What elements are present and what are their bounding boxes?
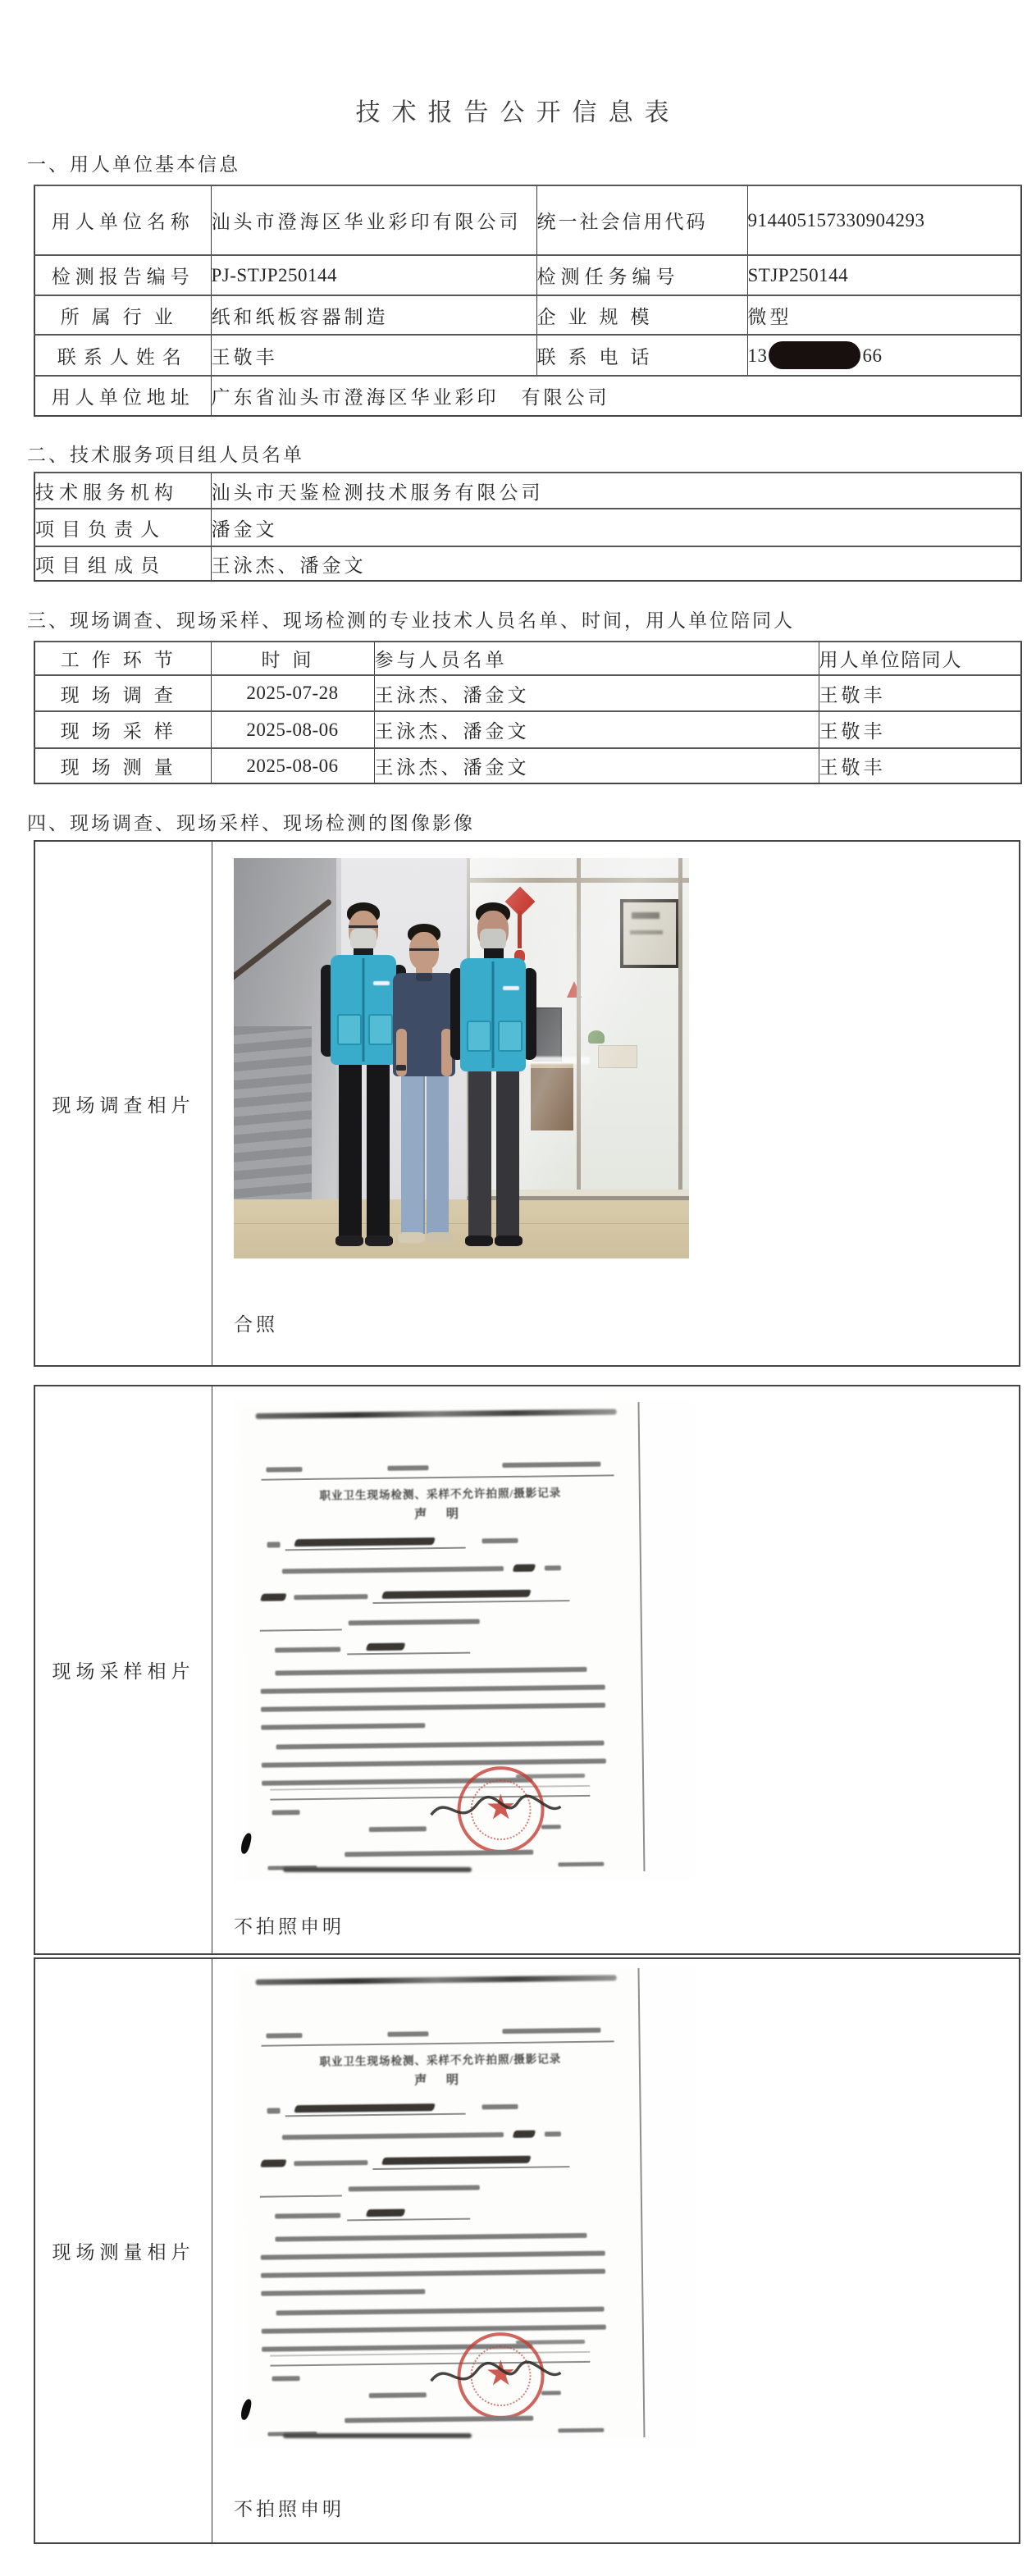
table-row (34, 546, 1021, 581)
accompanying-person: 王敬丰 (819, 711, 1021, 748)
accompanying-person: 王敬丰 (819, 675, 1021, 711)
stairs (234, 1026, 312, 1203)
work-step: 现场测量 (60, 757, 185, 778)
field-label: 项目组成员 (35, 555, 167, 576)
wrist-watch (396, 1065, 406, 1071)
no-photo-declaration-photo (234, 1966, 695, 2448)
scan-smudge (283, 1867, 472, 1872)
scan-smudge (256, 1409, 617, 1418)
photo-row-sampling (34, 1385, 1020, 1955)
enterprise-scale-value: 微型 (747, 295, 1021, 335)
employer-name-value: 汕头市澄海区华业彩印有限公司 (211, 185, 536, 255)
scan-smudge (283, 2433, 472, 2438)
cyan-vest (460, 958, 526, 1071)
work-step: 现场采样 (60, 721, 185, 742)
work-date: 2025-08-06 (211, 711, 374, 748)
field-label: 检测任务编号 (536, 267, 680, 287)
field-label: 统一社会信用代码 (536, 212, 708, 232)
participants: 王泳杰、潘金文 (374, 748, 819, 783)
field-label: 所属行业 (60, 306, 185, 327)
table-row (34, 711, 1021, 748)
photo-row-label: 现场采样相片 (52, 1661, 195, 1682)
field-label: 检测报告编号 (51, 267, 194, 287)
doc-photo-subtitle: 声 明 (414, 1507, 468, 1522)
signature-scribble (426, 2354, 566, 2397)
participants: 王泳杰、潘金文 (374, 711, 819, 748)
column-header: 时间 (261, 650, 324, 670)
group-photo (234, 858, 689, 1258)
photo-row-label: 现场测量相片 (52, 2242, 195, 2263)
face-mask (480, 929, 506, 950)
table-row (34, 295, 1021, 335)
section2-heading: 二、技术服务项目组人员名单 (27, 445, 304, 465)
photo-caption: 不拍照申明 (234, 1916, 345, 1937)
contact-phone-value: 13 66 (747, 335, 1021, 376)
doc-photo-title: 职业卫生现场检测、采样不允许拍照/摄影记录 (319, 2053, 562, 2068)
service-team-table (34, 472, 1022, 582)
work-date: 2025-07-28 (211, 675, 374, 711)
field-label: 用人单位名称 (51, 212, 194, 232)
site-work-schedule-table (34, 641, 1022, 784)
table-row (34, 376, 1021, 416)
employer-basic-info-table (34, 185, 1022, 417)
work-date: 2025-08-06 (211, 748, 374, 783)
employer-address-value: 广东省汕头市澄海区华业彩印 有限公司 (211, 376, 1021, 416)
column-header: 参与人员名单 (374, 642, 819, 675)
declaration-document-page (241, 1402, 646, 1876)
table-row (34, 473, 1021, 509)
phone-redaction-box (769, 341, 860, 369)
table-row (34, 509, 1021, 546)
face-mask (350, 929, 377, 950)
declaration-document-page (241, 1968, 646, 2442)
photo-caption: 不拍照申明 (234, 2499, 345, 2519)
section3-heading: 三、现场调查、现场采样、现场检测的专业技术人员名单、时间，用人单位陪同人 (27, 610, 795, 631)
field-label: 联系人姓名 (57, 346, 189, 368)
table-header-row (34, 642, 1021, 675)
industry-value: 纸和纸板容器制造 (211, 295, 536, 335)
work-step: 现场调查 (60, 684, 185, 706)
photo-row-measurement (34, 1957, 1020, 2544)
field-label: 技术服务机构 (35, 482, 178, 503)
inspector-right (443, 902, 543, 1250)
section4-heading: 四、现场调查、现场采样、现场检测的图像影像 (27, 813, 475, 834)
field-label: 联系电话 (536, 346, 662, 368)
scan-smudge (256, 1975, 617, 1985)
field-label: 项目负责人 (35, 518, 167, 540)
page-title: 技术报告公开信息表 (355, 99, 681, 126)
field-label: 用人单位地址 (51, 387, 194, 408)
field-label: 企业规模 (536, 306, 662, 327)
project-members-value: 王泳杰、潘金文 (211, 546, 1021, 581)
doc-photo-title: 职业卫生现场检测、采样不允许拍照/摄影记录 (319, 1487, 562, 1502)
credit-code-value: 914405157330904293 (747, 185, 1021, 255)
section1-heading: 一、用人单位基本信息 (27, 154, 240, 175)
photo-row-label: 现场调查相片 (52, 1094, 195, 1116)
column-header: 用人单位陪同人 (819, 642, 1021, 675)
column-header: 工作环节 (60, 650, 185, 670)
photo-caption: 合照 (234, 1314, 278, 1335)
table-row (34, 335, 1021, 376)
doc-photo-subtitle: 声 明 (414, 2073, 468, 2088)
project-leader-value: 潘金文 (211, 509, 1021, 546)
table-row (34, 748, 1021, 783)
participants: 王泳杰、潘金文 (374, 675, 819, 711)
accompanying-person: 王敬丰 (819, 748, 1021, 783)
task-no-value: STJP250144 (747, 255, 1021, 295)
service-org-value: 汕头市天鉴检测技术服务有限公司 (211, 473, 1021, 509)
table-row (34, 675, 1021, 711)
report-no-value: PJ-STJP250144 (211, 255, 536, 295)
photo-row-survey (34, 840, 1020, 1367)
no-photo-declaration-photo (234, 1400, 695, 1882)
signature-scribble (426, 1788, 566, 1831)
table-row (34, 185, 1021, 255)
contact-name-value: 王敬丰 (211, 335, 536, 376)
table-row (34, 255, 1021, 295)
